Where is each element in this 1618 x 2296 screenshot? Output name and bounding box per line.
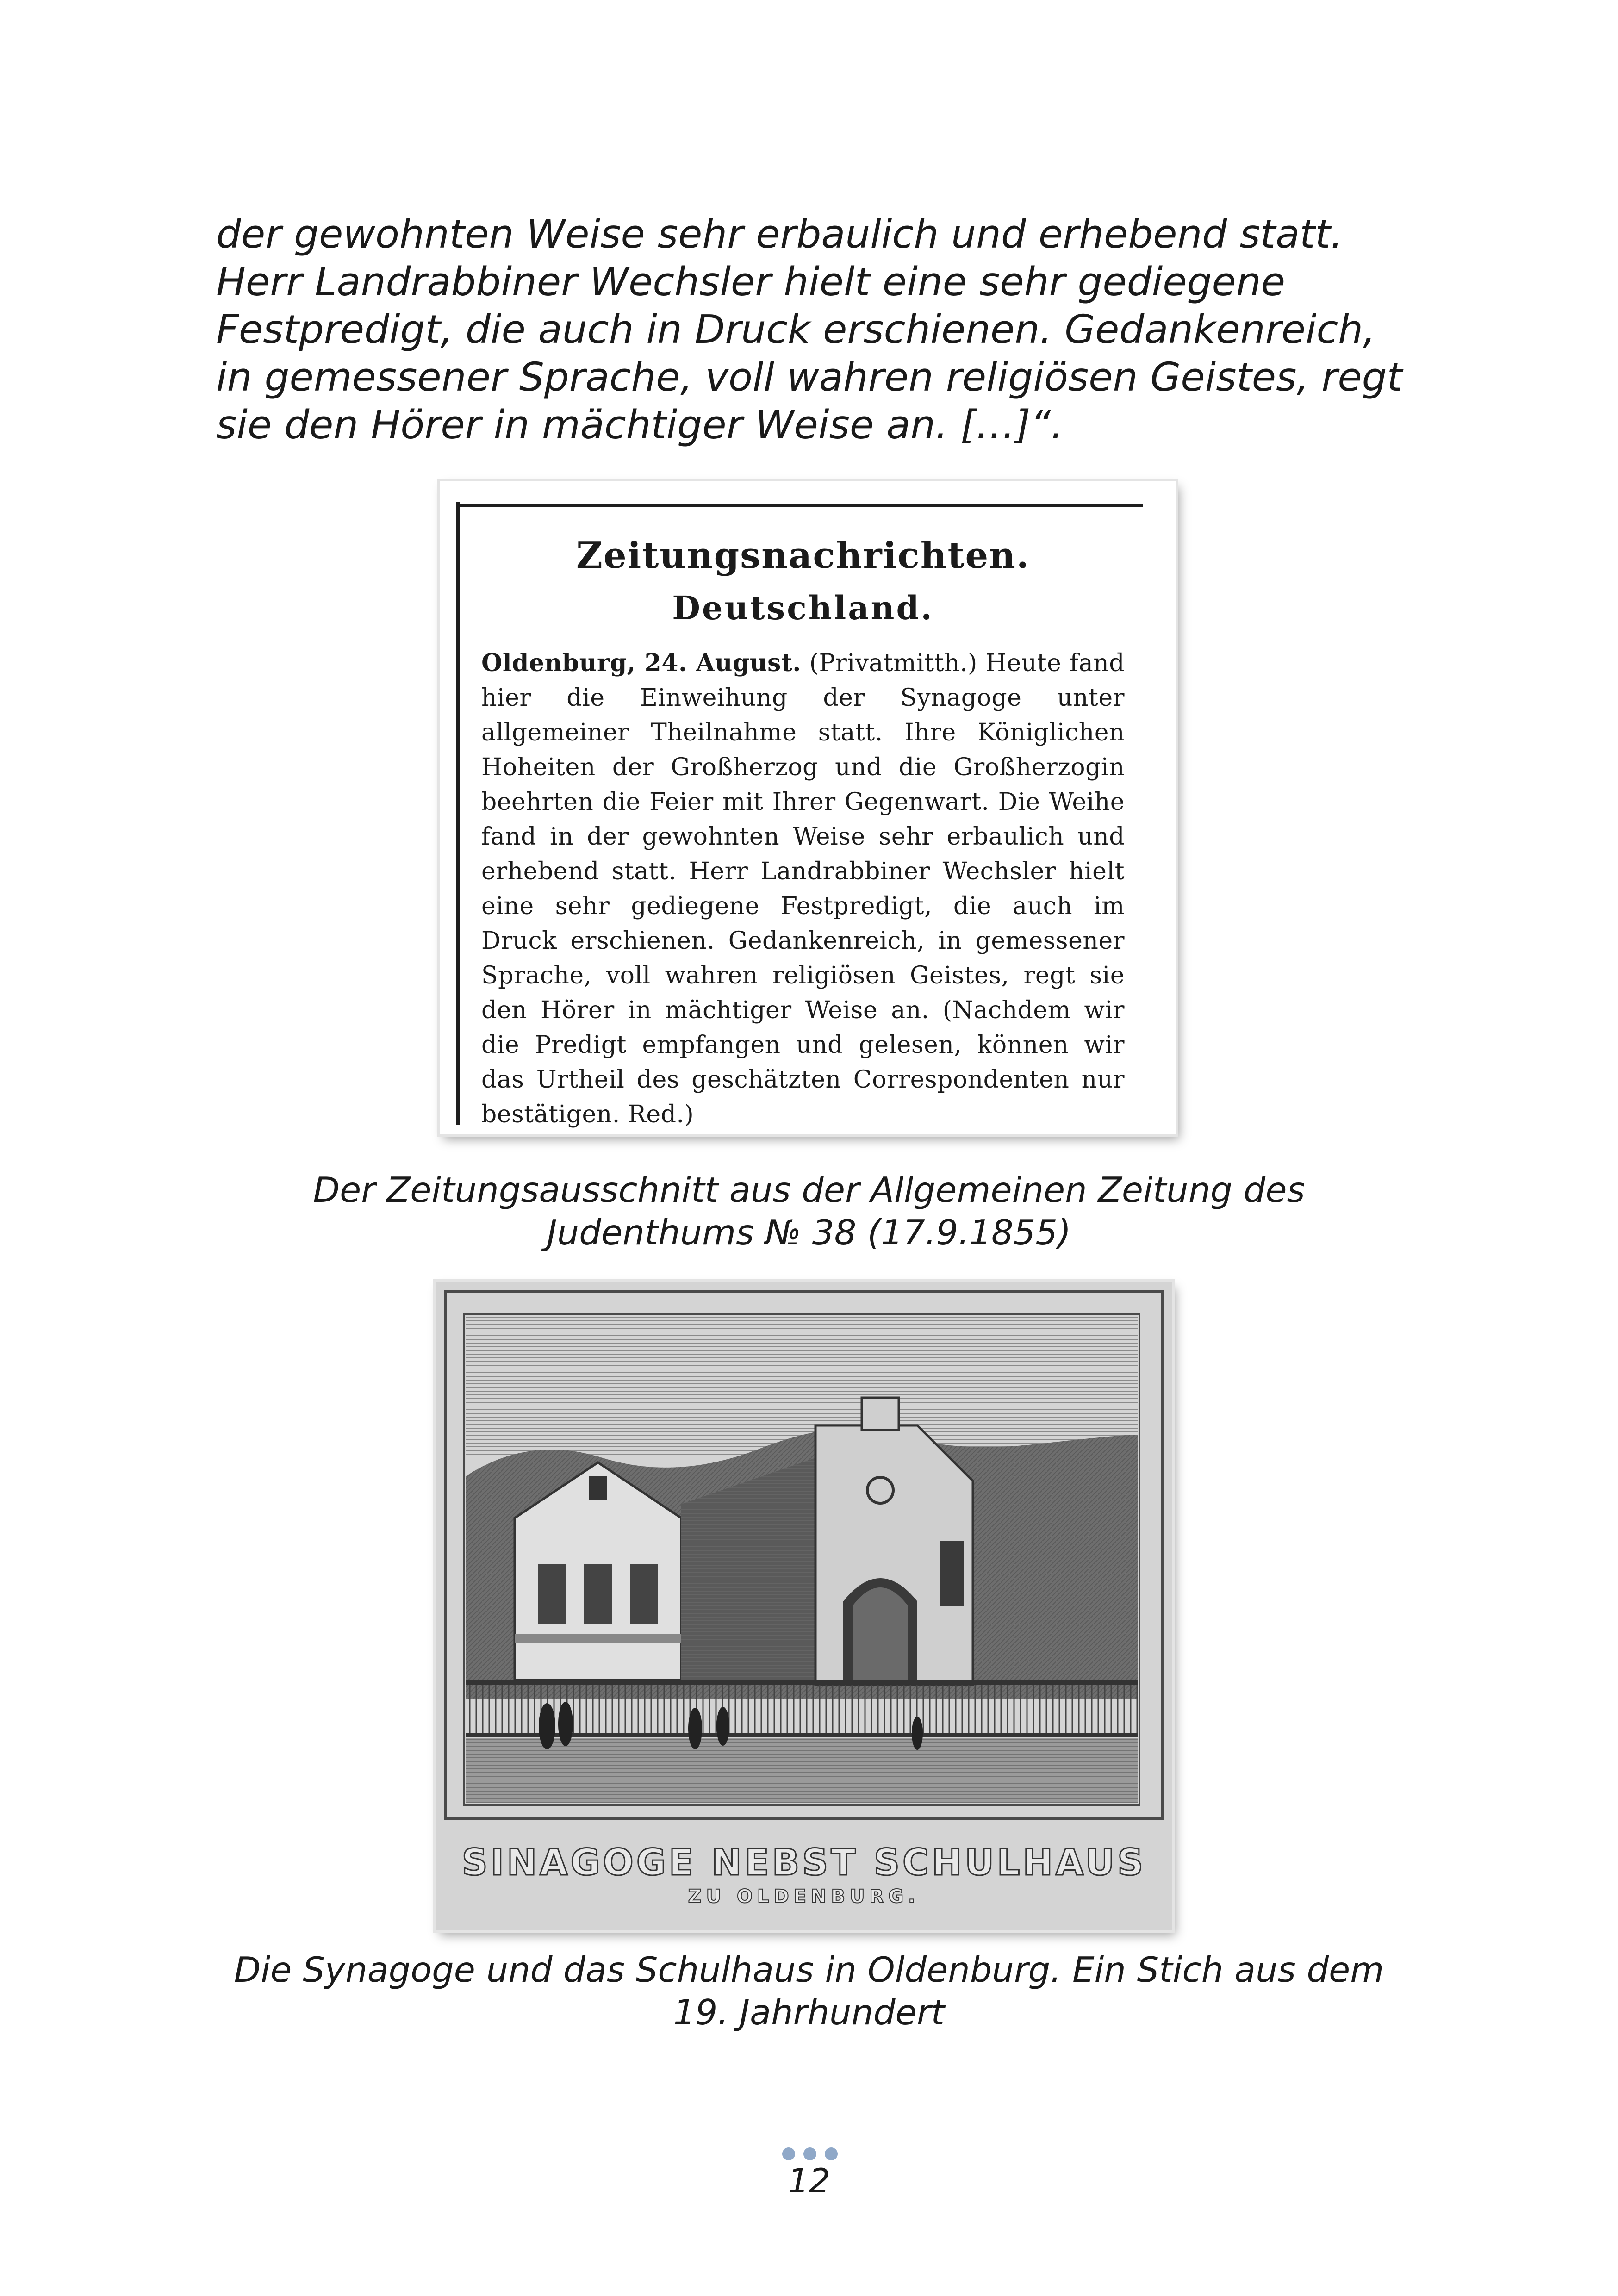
page-number: 12 — [788, 2161, 830, 2200]
intro-text: der gewohnten Weise sehr erbaulich und erhebend statt. Herr Landrabbiner Wechsler hielt eine sehr gediegene Festpredigt, die auch in Druck erschienen. Gedankenreich, in gemessener Sprache, voll wahren religiösen Geistes, regt sie den Hörer in mächtiger Weise an. […]“. — [216, 212, 1402, 448]
ornament-dot-icon — [803, 2147, 816, 2160]
engraving-title: SINAGOGE NEBST SCHULHAUS — [461, 1842, 1146, 1884]
clipping-caption-line2: Judenthums № 38 (17.9.1855) — [547, 1212, 1071, 1253]
engraving-illustration — [436, 1282, 1172, 1930]
clipping-top-rule — [458, 504, 1143, 507]
clipping-caption — [185, 1169, 1433, 1254]
newspaper-clipping — [440, 481, 1176, 1134]
clipping-text: (Privatmitth.) Heute fand hier die Einweihung der Synagoge unter allgemeiner Theilnahme statt. Ihre Königlichen Hoheiten der Großherzog und die Großherzogin beehrten die Feier mit Ihrer Gegenwart. Die Weihe fand in der gewohnten Weise sehr erbaulich und erhebend statt. Herr Landrabbiner Wechsler hielt eine sehr gediegene Festpredigt, die auch im Druck erschienen. Gedankenreich, in gemessener Sprache, voll wahren religiösen Geistes, regt sie den Hörer in mächtiger Weise an. (Nachdem wir die Predigt empfangen und gelesen, können wir das Urtheil des geschätzten Correspondenten nur bestätigen. Red.) — [481, 649, 1125, 1128]
clipping-subheading: Deutschland. — [672, 589, 934, 627]
ornament-dot-icon — [782, 2147, 795, 2160]
engraving-caption — [185, 1948, 1433, 2034]
clipping-left-rule — [456, 502, 460, 1125]
ornament-dot-icon — [825, 2147, 838, 2160]
clipping-heading: Zeitungsnachrichten. — [576, 535, 1030, 577]
clipping-content — [472, 525, 1134, 1132]
engraving-caption-line2: 19. Jahrhundert — [673, 1992, 945, 2033]
engraving-subtitle: ZU OLDENBURG. — [688, 1886, 920, 1907]
intro-paragraph — [216, 211, 1410, 449]
clipping-body — [472, 646, 1134, 1132]
clipping-place: Oldenburg, 24. August. — [481, 649, 802, 677]
synagogue-engraving — [436, 1282, 1172, 1930]
clipping-caption-line1: Der Zeitungsausschnitt aus der Allgemeinen Zeitung des — [313, 1170, 1305, 1210]
engraving-caption-line1: Die Synagoge und das Schulhaus in Oldenburg. Ein Stich aus dem — [234, 1949, 1384, 1990]
